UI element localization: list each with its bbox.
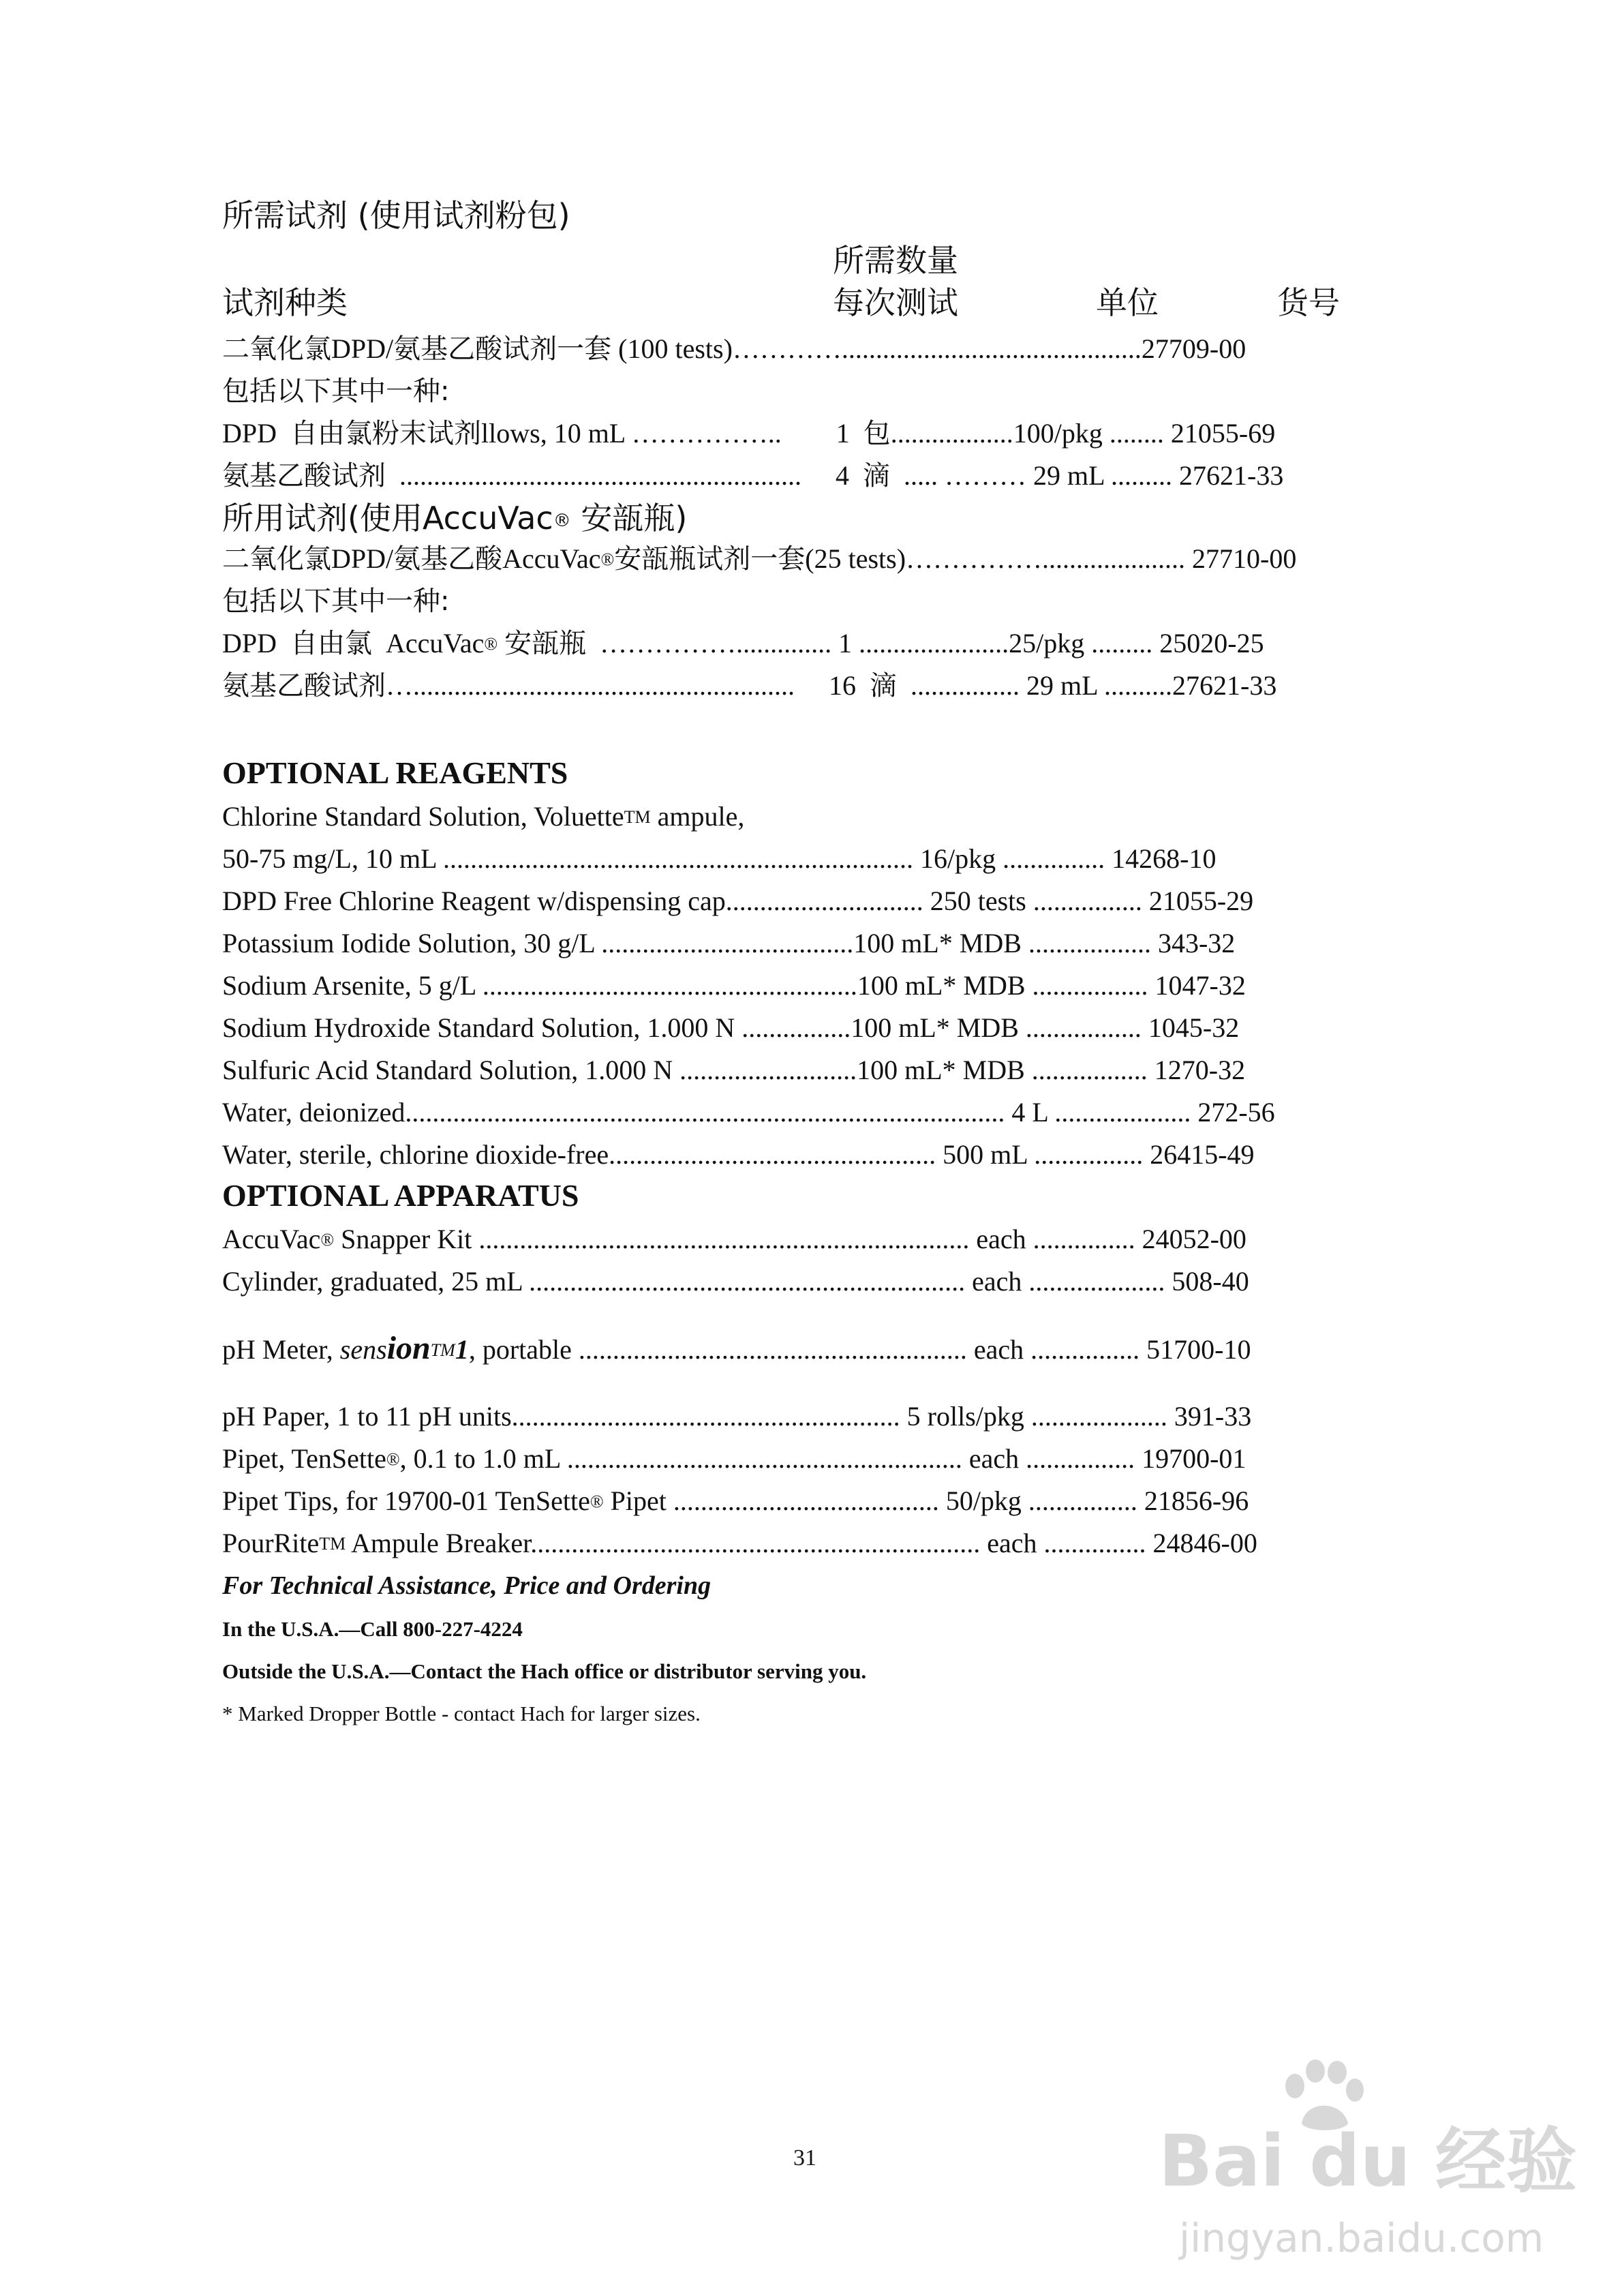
reagent-line-2: 50-75 mg/L, 10 mL ..................................................................... 16/pkg ............... 14268-10 xyxy=(222,843,1216,874)
accuvac-item-dpd-suffix: 安瓿瓶 …………….............. 1 ......................25/pkg ......... 25020-25 xyxy=(498,628,1264,659)
accuvac-title-suffix: 安瓿瓶) xyxy=(570,500,688,537)
outside-usa-contact-line: Outside the U.S.A.—Contact the Hach office or distributor serving you. xyxy=(222,1659,867,1683)
apparatus-line-6-text: Pipet Tips, for 19700-01 TenSette xyxy=(222,1485,590,1516)
reagent-line-4: Potassium Iodide Solution, 30 g/L .....................................100 mL* MDB .................. 343-32 xyxy=(222,928,1236,958)
accuvac-item-dpd-text: DPD 自由氯 AccuVac xyxy=(222,628,485,659)
accuvac-title-text: 所用试剂(使用AccuVac xyxy=(222,500,553,537)
registered-mark: ® xyxy=(320,1230,335,1250)
watermark-brand: Bai du 经验 xyxy=(1159,2119,1577,2203)
usa-contact-line: In the U.S.A.—Call 800-227-4224 xyxy=(222,1617,523,1641)
header-catalog-number: 货号 xyxy=(1277,284,1340,321)
accuvac-set-suffix: 安瓿瓶试剂一套(25 tests)……………..................... 27710-00 xyxy=(614,543,1297,574)
apparatus-line-3-text: pH Meter, xyxy=(222,1334,340,1365)
apparatus-line-1-text: AccuVac xyxy=(222,1224,321,1254)
powder-item-glycine: 氨基乙酸试剂 ........................................................... 4 滴 ..... ……… 29 mL ......... 27621-33 xyxy=(222,460,1284,491)
section-title-optional-reagents: OPTIONAL REAGENTS xyxy=(222,755,568,790)
header-quantity-line2: 每次测试 xyxy=(833,284,958,321)
baidu-watermark xyxy=(1159,2059,1595,2277)
apparatus-line-3 xyxy=(222,1332,1251,1367)
sension-ion: ion xyxy=(386,1330,431,1366)
reagent-line-1 xyxy=(222,800,744,834)
page-number: 31 xyxy=(793,2145,816,2171)
apparatus-line-6 xyxy=(222,1485,1249,1518)
technical-assistance-heading: For Technical Assistance, Price and Ordering xyxy=(222,1571,711,1600)
accuvac-item-glycine: 氨基乙酸试剂…........................................................ 16 滴 ................ 29 mL ..........27621-33 xyxy=(222,670,1277,701)
apparatus-line-7-suffix: Ampule Breaker.................................................................. each ............... 24846-00 xyxy=(346,1528,1257,1558)
apparatus-line-1 xyxy=(222,1223,1246,1256)
section-title-required-accuvac xyxy=(222,502,687,537)
accuvac-item-dpd xyxy=(222,627,1264,661)
apparatus-line-1-suffix: Snapper Kit ........................................................................ each ............... 24052-00 xyxy=(334,1224,1246,1254)
accuvac-set-line xyxy=(222,543,1296,576)
header-reagent-type: 试剂种类 xyxy=(222,284,348,321)
reagent-line-9: Water, sterile, chlorine dioxide-free................................................ 500 mL ................ 26415-49 xyxy=(222,1139,1255,1170)
registered-mark: ® xyxy=(386,1449,400,1469)
trademark-mark: TM xyxy=(430,1340,455,1360)
mdb-footnote: * Marked Dropper Bottle - contact Hach for larger sizes. xyxy=(222,1702,701,1725)
reagent-line-7: Sulfuric Acid Standard Solution, 1.000 N ..........................100 mL* MDB ................. 1270-32 xyxy=(222,1055,1246,1085)
sension-one: 1 xyxy=(455,1334,469,1365)
powder-set-line: 二氧化氯DPD/氨基乙酸试剂一套 (100 tests)…………............................................27709-00 xyxy=(222,333,1246,364)
accuvac-set-text: 二氧化氯DPD/氨基乙酸AccuVac xyxy=(222,543,601,574)
accuvac-includes-line: 包括以下其中一种: xyxy=(222,586,450,617)
reagent-line-1-text: Chlorine Standard Solution, Voluette xyxy=(222,801,624,832)
reagent-line-3: DPD Free Chlorine Reagent w/dispensing cap............................. 250 tests ................ 21055-29 xyxy=(222,886,1254,916)
apparatus-line-6-suffix: Pipet ....................................... 50/pkg ................ 21856-96 xyxy=(603,1485,1249,1516)
section-title-optional-apparatus: OPTIONAL APPARATUS xyxy=(222,1178,579,1213)
reagent-line-5: Sodium Arsenite, 5 g/L .......................................................100 mL* MDB ................. 1047-32 xyxy=(222,970,1246,1001)
reagent-line-1-suffix: ampule, xyxy=(650,801,745,832)
reagent-line-6: Sodium Hydroxide Standard Solution, 1.000 N ................100 mL* MDB ................. 1045-32 xyxy=(222,1012,1240,1043)
apparatus-line-4: pH Paper, 1 to 11 pH units......................................................... 5 rolls/pkg .................... 391-33 xyxy=(222,1401,1252,1432)
section-title-required-powder: 所需试剂 (使用试剂粉包) xyxy=(222,197,570,234)
header-unit: 单位 xyxy=(1096,284,1159,321)
header-quantity-line1: 所需数量 xyxy=(833,242,958,279)
reagent-line-8: Water, deionized........................................................................................ 4 L .................... 272-56 xyxy=(222,1097,1275,1128)
powder-includes-line: 包括以下其中一种: xyxy=(222,376,450,407)
apparatus-line-5 xyxy=(222,1442,1246,1476)
apparatus-line-2: Cylinder, graduated, 25 mL ................................................................ each .................... 508-40 xyxy=(222,1266,1249,1297)
apparatus-line-3-suffix: , portable ......................................................... each ................ 51700-10 xyxy=(468,1334,1251,1365)
apparatus-line-5-text: Pipet, TenSette xyxy=(222,1443,386,1474)
trademark-mark: TM xyxy=(624,807,651,827)
apparatus-line-7 xyxy=(222,1527,1257,1560)
registered-mark: ® xyxy=(590,1492,604,1511)
sension-sens: sens xyxy=(339,1334,387,1365)
watermark-url: jingyan.baidu.com xyxy=(1179,2215,1544,2261)
registered-mark: ® xyxy=(600,549,615,569)
apparatus-line-7-text: PourRite xyxy=(222,1528,320,1558)
apparatus-line-5-suffix: , 0.1 to 1.0 mL .......................................................... each ................ 19700-01 xyxy=(399,1443,1246,1474)
powder-item-dpd: DPD 自由氯粉末试剂llows, 10 mL …………….. 1 包..................100/pkg ........ 21055-69 xyxy=(222,418,1276,449)
registered-mark: ® xyxy=(484,634,498,654)
registered-mark: ® xyxy=(553,511,571,531)
trademark-mark: TM xyxy=(319,1534,346,1554)
